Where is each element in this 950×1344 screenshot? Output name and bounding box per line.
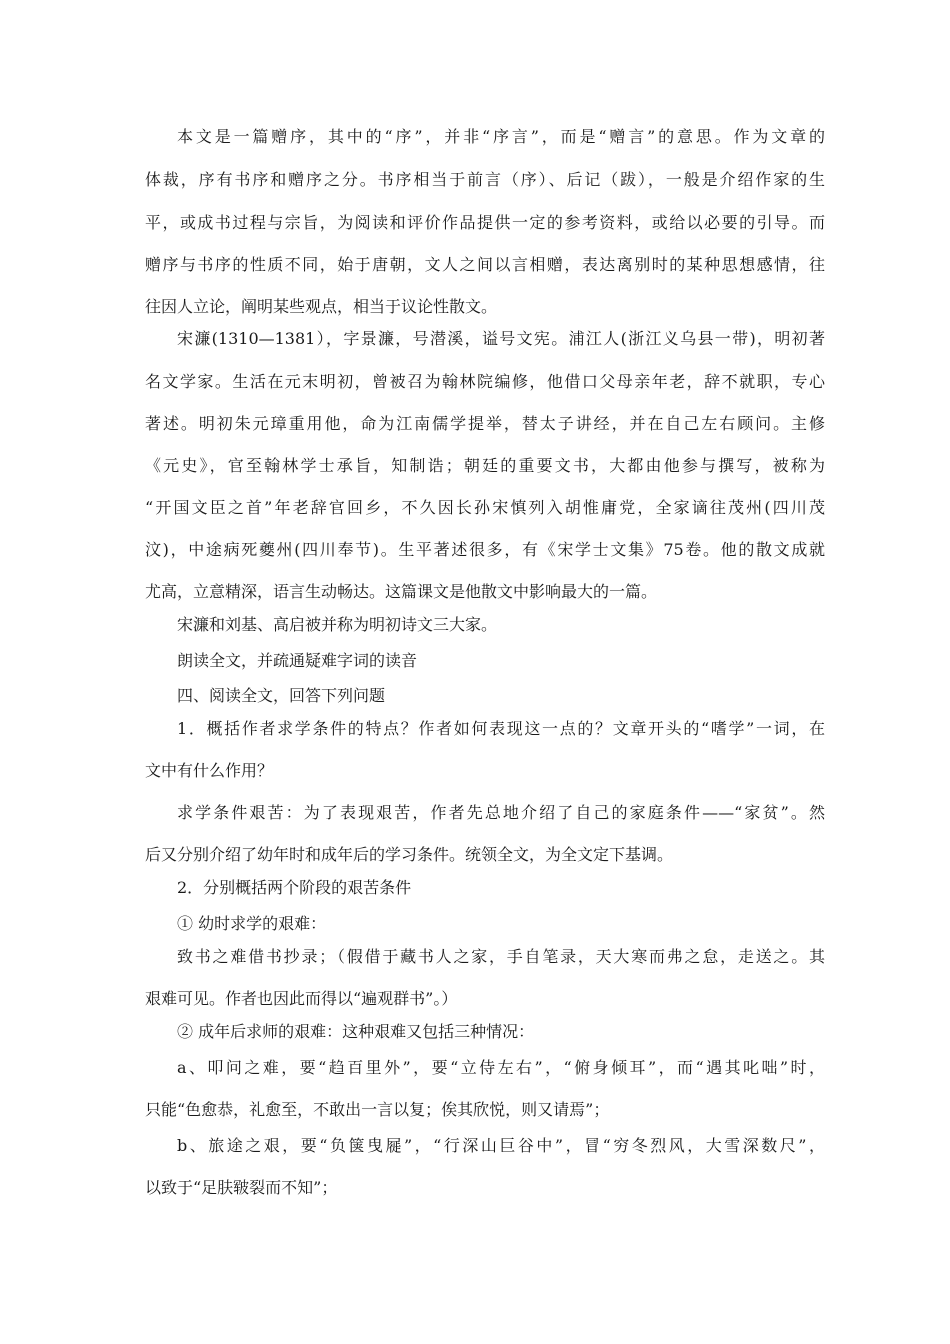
question-line: 2．分别概括两个阶段的艰苦条件 [177,878,412,897]
paragraph-line: 往因人立论，阐明某些观点，相当于议论性散文。 [145,297,498,316]
paragraph-line: a、叩问之难，要“趋百里外”，要“立侍左右”，“俯身倾耳”，而“遇其叱咄”时， [177,1058,825,1077]
paragraph-line: 赠序与书序的性质不同，始于唐朝，文人之间以言相赠，表达离别时的某种思想感情，往 [145,255,825,274]
paragraph-line: 艰难可见。作者也因此而得以“遍观群书”。） [145,989,458,1008]
paragraph-line: “开国文臣之首”年老辞官回乡，不久因长孙宋慎列入胡惟庸党，全家谪往茂州(四川茂 [145,498,825,517]
question-line: 1．概括作者求学条件的特点？作者如何表现这一点的？文章开头的“嗜学”一词，在 [177,719,825,738]
list-item: ② 成年后求师的艰难：这种艰难又包括三种情况： [177,1022,535,1041]
paragraph-line: 汶)，中途病死夔州(四川奉节)。生平著述很多，有《宋学士文集》75卷。他的散文成就 [145,540,825,559]
paragraph-line: b、旅途之艰，要“负箧曳屣”，“行深山巨谷中”，冒“穷冬烈风，大雪深数尺”， [177,1136,825,1155]
paragraph-line: 宋濂和刘基、高启被并称为明初诗文三大家。 [177,615,498,634]
paragraph-line: 致书之难借书抄录；（假借于藏书人之家，手自笔录，天大寒而弗之怠，走送之。其 [177,947,825,966]
paragraph-line: 只能“色愈恭，礼愈至，不敢出一言以复；俟其欣悦，则又请焉”； [145,1100,610,1119]
paragraph-line: 平，或成书过程与宗旨，为阅读和评价作品提供一定的参考资料，或给以必要的引导。而 [145,213,825,232]
paragraph-line: 著述。明初朱元璋重用他，命为江南儒学提举，替太子讲经，并在自己左右顾问。主修 [145,414,825,433]
question-line: 文中有什么作用？ [145,761,274,780]
paragraph-line: 名文学家。生活在元末明初，曾被召为翰林院编修，他借口父母亲年老，辞不就职，专心 [145,372,825,391]
paragraph-line: 体裁，序有书序和赠序之分。书序相当于前言（序）、后记（跋），一般是介绍作家的生 [145,170,825,189]
section-heading: 四、阅读全文，回答下列问题 [177,686,386,705]
paragraph-line: 尤高，立意精深，语言生动畅达。这篇课文是他散文中影响最大的一篇。 [145,582,658,601]
answer-line: 后又分别介绍了幼年时和成年后的学习条件。统领全文，为全文定下基调。 [145,845,674,864]
paragraph-line: 本文是一篇赠序，其中的“序”，并非“序言”，而是“赠言”的意思。作为文章的 [177,127,825,146]
paragraph-line: 朗读全文，并疏通疑难字词的读音 [177,651,418,670]
paragraph-line: 以致于“足肤皲裂而不知”； [145,1178,338,1197]
answer-line: 求学条件艰苦：为了表现艰苦，作者先总地介绍了自己的家庭条件——“家贫”。然 [177,803,825,822]
list-item: ① 幼时求学的艰难： [177,914,327,933]
paragraph-line: 《元史》，官至翰林学士承旨，知制诰；朝廷的重要文书，大都由他参与撰写，被称为 [145,456,825,475]
paragraph-line: 宋濂(1310—1381），字景濂，号潜溪，谥号文宪。浦江人(浙江义乌县一带)，明初著 [177,329,825,348]
